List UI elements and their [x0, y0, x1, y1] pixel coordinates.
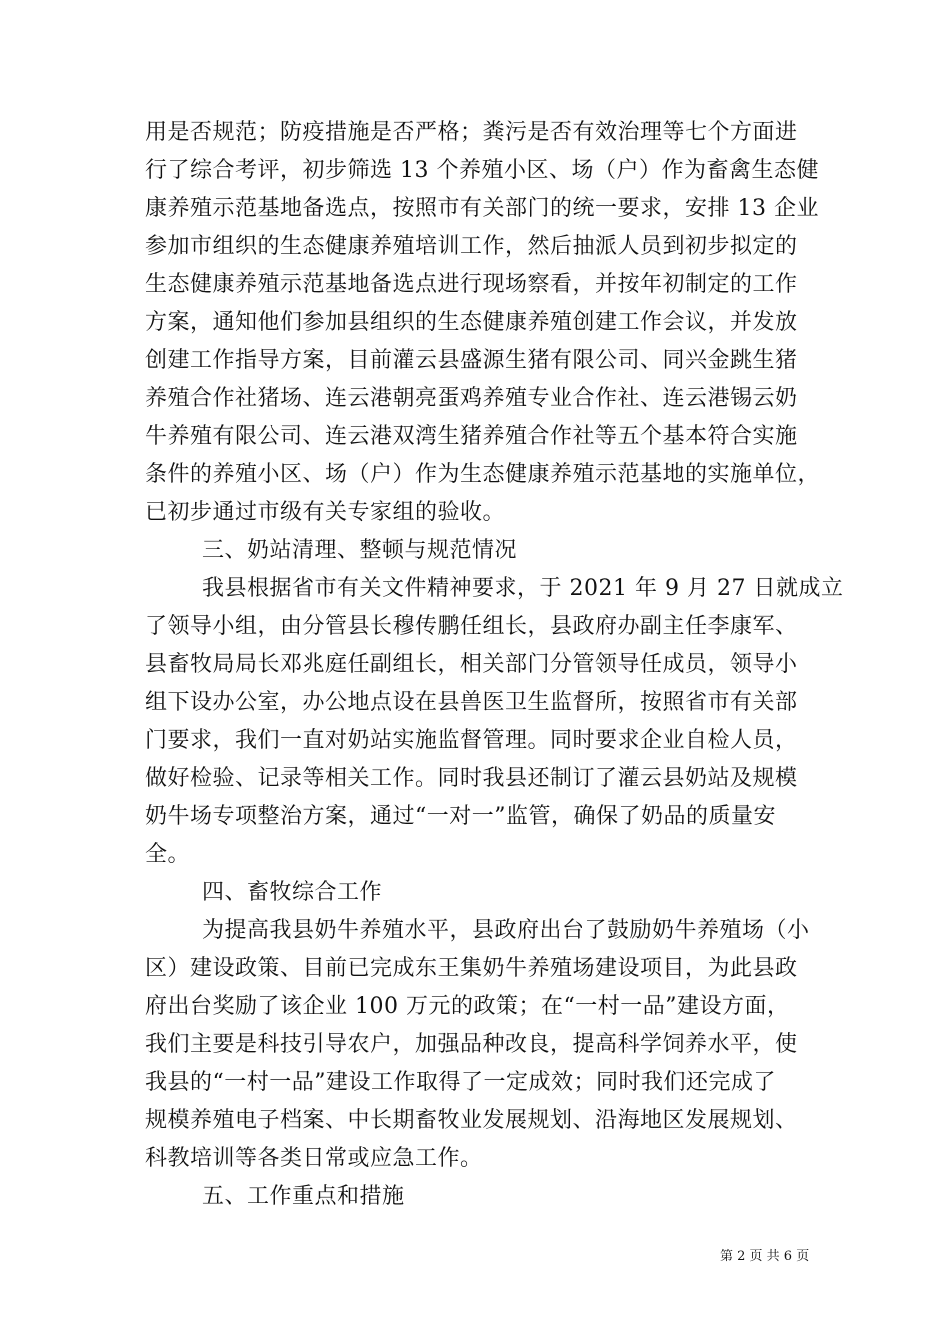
text-line: 科教培训等各类日常或应急工作。 — [145, 1146, 483, 1171]
text-line: 了领导小组，由分管县长穆传鹏任组长，县政府办副主任李康军、 — [145, 614, 798, 639]
text-line: 行了综合考评，初步筛选 13 个养殖小区、场（户）作为畜禽生态健 — [145, 158, 819, 183]
text-line: 全。 — [145, 842, 191, 867]
text-line: 门要求，我们一直对奶站实施监督管理。同时要求企业自检人员， — [145, 728, 798, 753]
section-heading: 五、工作重点和措施 — [202, 1184, 405, 1209]
text-line: 已初步通过市级有关专家组的验收。 — [145, 500, 506, 525]
text-line: 我们主要是科技引导农户，加强品种改良，提高科学饲养水平，使 — [145, 1032, 798, 1057]
text-line: 康养殖示范基地备选点，按照市有关部门的统一要求，安排 13 企业 — [145, 196, 819, 221]
text-line: 生态健康养殖示范基地备选点进行现场察看，并按年初制定的工作 — [145, 272, 798, 297]
text-line: 县畜牧局局长邓兆庭任副组长，相关部门分管领导任成员，领导小 — [145, 652, 798, 677]
text-line: 为提高我县奶牛养殖水平，县政府出台了鼓励奶牛养殖场（小 — [202, 918, 810, 943]
section-heading: 三、奶站清理、整顿与规范情况 — [202, 538, 518, 563]
text-line: 我县根据省市有关文件精神要求，于 2021 年 9 月 27 日就成立 — [202, 576, 844, 601]
text-line: 创建工作指导方案，目前灌云县盛源生猪有限公司、同兴金跳生猪 — [145, 348, 798, 373]
text-line: 府出台奖励了该企业 100 万元的政策；在“一村一品”建设方面， — [145, 994, 790, 1019]
text-line: 组下设办公室，办公地点设在县兽医卫生监督所，按照省市有关部 — [145, 690, 798, 715]
text-line: 方案，通知他们参加县组织的生态健康养殖创建工作会议，并发放 — [145, 310, 798, 335]
text-line: 奶牛场专项整治方案，通过“一对一”监管，确保了奶品的质量安 — [145, 804, 776, 829]
text-line: 规模养殖电子档案、中长期畜牧业发展规划、沿海地区发展规划、 — [145, 1108, 798, 1133]
text-line: 区）建设政策、目前已完成东王集奶牛养殖场建设项目，为此县政 — [145, 956, 798, 981]
text-line: 用是否规范；防疫措施是否严格；粪污是否有效治理等七个方面进 — [145, 120, 798, 145]
text-line: 养殖合作社猪场、连云港朝亮蛋鸡养殖专业合作社、连云港锡云奶 — [145, 386, 798, 411]
text-line: 参加市组织的生态健康养殖培训工作，然后抽派人员到初步拟定的 — [145, 234, 798, 259]
page-number: 第 2 页 共 6 页 — [720, 1249, 810, 1264]
text-line: 我县的“一村一品”建设工作取得了一定成效；同时我们还完成了 — [145, 1070, 776, 1095]
text-line: 做好检验、记录等相关工作。同时我县还制订了灌云县奶站及规模 — [145, 766, 798, 791]
text-line: 条件的养殖小区、场（户）作为生态健康养殖示范基地的实施单位， — [145, 462, 821, 487]
section-heading: 四、畜牧综合工作 — [202, 880, 383, 905]
text-line: 牛养殖有限公司、连云港双湾生猪养殖合作社等五个基本符合实施 — [145, 424, 798, 449]
